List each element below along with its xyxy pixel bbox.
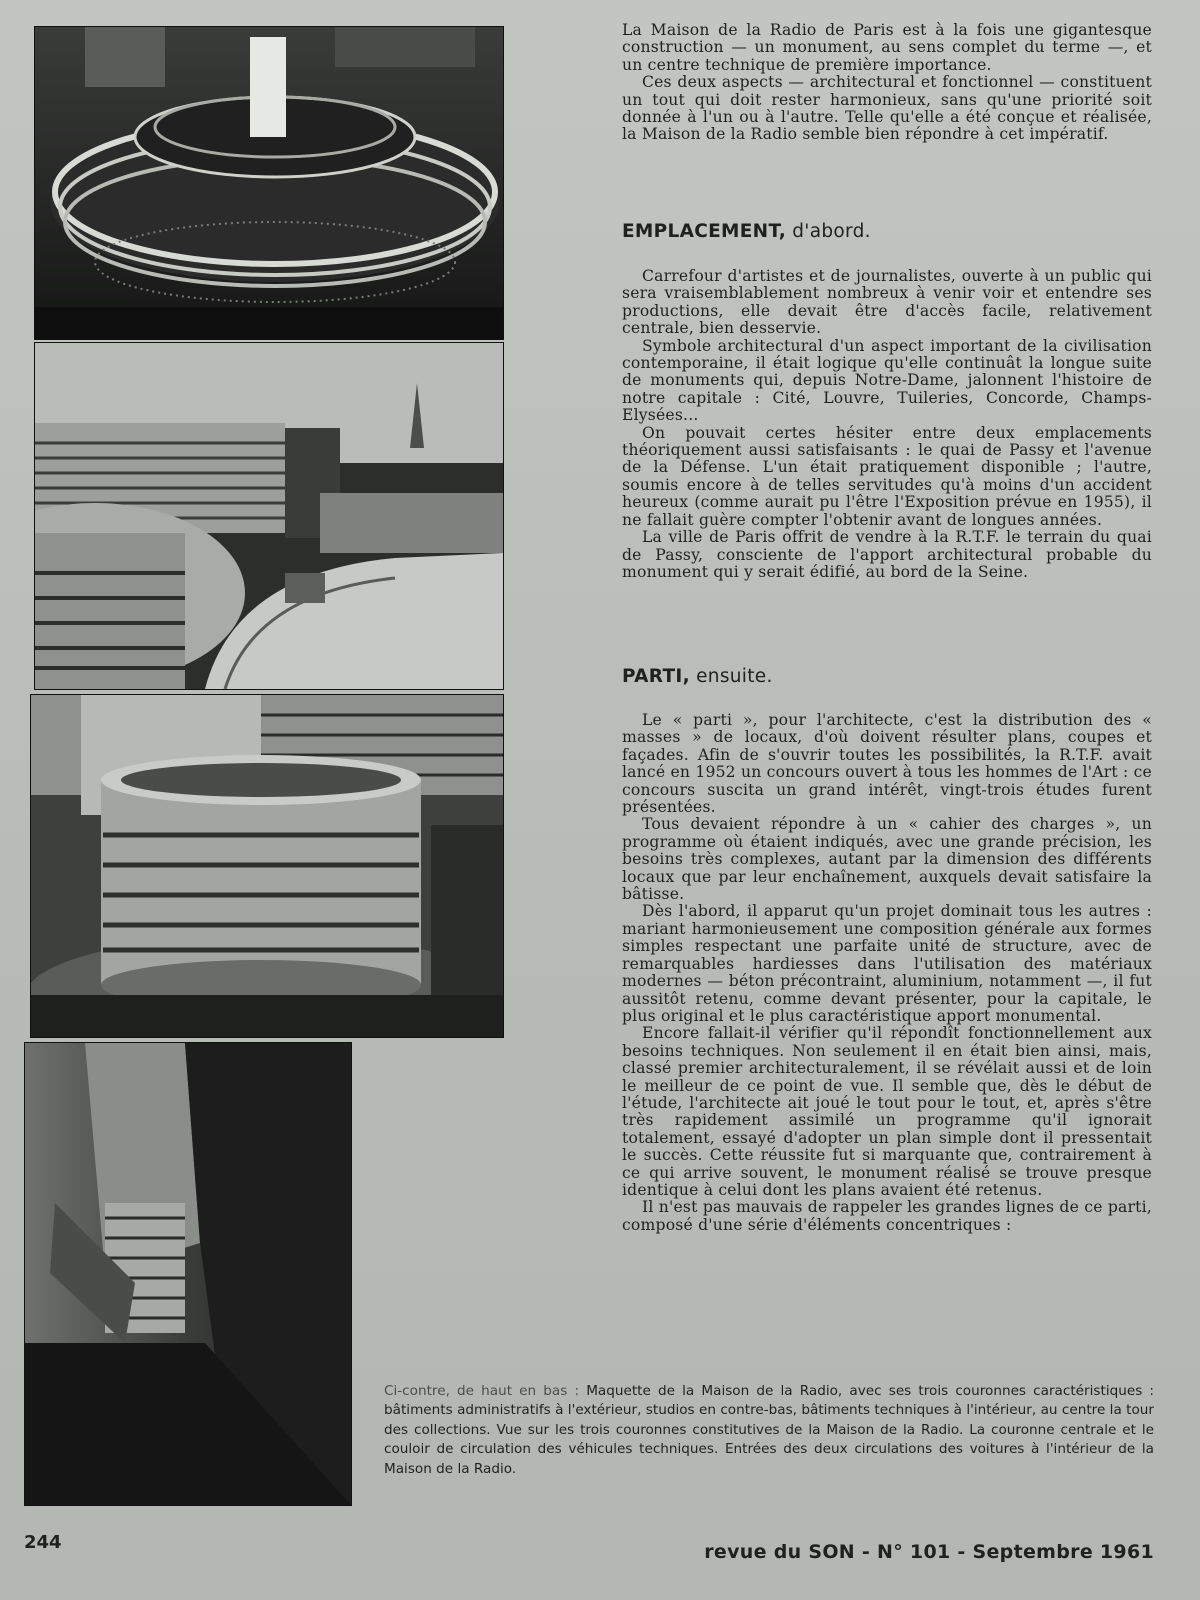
section-heading-emplacement — [622, 221, 871, 242]
section-parti-body — [622, 712, 1152, 1234]
heading-bold: EMPLACEMENT, — [622, 221, 787, 242]
section-heading-parti — [622, 666, 773, 687]
photo-central-crown-image — [31, 695, 503, 1037]
body-paragraph: Il n'est pas mauvais de rappeler les grandes lignes de ce parti, composé d'une série d'éléments concentriques : — [622, 1198, 1152, 1234]
body-paragraph: Tous devaient répondre à un « cahier des charges », un programme où étaient indiqués, avec une grande précision, les besoins très complexes, autant par la dimension des différents locaux que par leur enchaînement, auxquels devait satisfaire la bâtisse. — [622, 815, 1152, 904]
body-paragraph: Encore fallait-il vérifier qu'il répondît fonctionnellement aux besoins techniques. Non seulement il en était bien ainsi, mais, classé premier architecturalement, il se révélait aussi et de loin le meilleur de ce point de vue. Il semble que, dès le début de l'étude, l'architecte ait joué le tout pour le tout, et, après s'être très rapidement assimilé un programme qu'il ignorait totalement, essayé d'adopter un plan simple dont il pressentait le succès. Cette réussite fut si marquante que, contrairement à ce qui arrive souvent, le monument réalisé se trouve presque identique à celui dont les plans avaient été retenus. — [622, 1024, 1152, 1199]
body-paragraph: La ville de Paris offrit de vendre à la R.T.F. le terrain du quai de Passy, consciente de l'apport architectural probable du monument qui y serait édifié, au bord de la Seine. — [622, 528, 1152, 581]
intro-paragraph: Ces deux aspects — architectural et fonctionnel — constituent un tout qui doit rester harmonieux, sans qu'une priorité soit donnée à l'un ou à l'autre. Telle qu'elle a été conçue et réalisée, la Maison de la Radio semble bien répondre à cet impératif. — [622, 73, 1152, 144]
body-paragraph: Carrefour d'artistes et de journalistes, ouverte à un public qui sera vraisemblablement nombreux à venir voir et entendre ses productions, elle devait être d'accès facile, relativement centrale, bien desservie. — [622, 267, 1152, 338]
caption-text: Maquette de la Maison de la Radio, avec ses trois couronnes caractéristiques : bâtiments administratifs à l'extérieur, studios en contre-bas, bâtiments techniques à l'intérieur, au centre la tour des collections. Vue sur les trois couronnes constitutives de la Maison de la Radio. La couronne centrale et le couloir de circulation des véhicules techniques. Entrées des deux circulations des voitures à l'intérieur de la Maison de la Radio. — [384, 1383, 1155, 1477]
photo-three-crowns — [34, 342, 504, 690]
heading-tail: ensuite. — [689, 666, 773, 687]
heading-tail: d'abord. — [786, 221, 871, 242]
body-paragraph: Dès l'abord, il apparut qu'un projet dominait tous les autres : mariant harmonieusement une composition générale aux formes simples respectant une parfaite unité de structure, avec de remarquables hardiesses dans l'utilisation des matériaux modernes — béton précontraint, aluminium, notamment —, il fut aussitôt retenu, comme devant présenter, pour la capitale, le plus original et le plus caractéristique apport monumental. — [622, 902, 1152, 1025]
publication-footer: revue du SON - N° 101 - Septembre 1961 — [704, 1541, 1154, 1563]
body-paragraph: Symbole architectural d'un aspect important de la civilisation contemporaine, il était logique qu'elle continuât la longue suite de monuments qui, depuis Notre-Dame, jalonnent l'histoire de notre capitale : Cité, Louvre, Tuileries, Concorde, Champs-Elysées... — [622, 336, 1152, 425]
photo-model-overview — [34, 26, 504, 340]
body-paragraph: On pouvait certes hésiter entre deux emplacements théoriquement aussi satisfaisants : le quai de Passy et l'avenue de la Défense. L'un était pratiquement disponible ; l'autre, soumis encore à de telles servitudes qu'à moins d'un accident heureux (comme aurait pu l'être l'Exposition prévue en 1955), il ne fallait guère compter l'obtenir avant de longues années. — [622, 423, 1152, 529]
photo-central-crown — [30, 694, 504, 1038]
photo-vehicle-entrances — [24, 1042, 352, 1506]
intro-paragraph: La Maison de la Radio de Paris est à la fois une gigantesque construction — un monument, au sens complet du terme —, et un centre technique de première importance. — [622, 21, 1152, 74]
caption-lead: Ci-contre, de haut en bas : — [384, 1383, 587, 1399]
photo-model-overview-image — [35, 27, 503, 339]
page-number: 244 — [24, 1532, 62, 1553]
section-emplacement-body — [622, 268, 1152, 581]
body-paragraph: Le « parti », pour l'architecte, c'est la distribution des « masses » de locaux, d'où doivent résulter plans, coupes et façades. Afin de s'ouvrir toutes les possibilités, la R.T.F. avait lancé en 1952 un concours ouvert à tous les hommes de l'Art : ce concours suscita un grand intérêt, vingt-trois études furent présentées. — [622, 711, 1152, 817]
photo-three-crowns-image — [35, 343, 503, 689]
heading-bold: PARTI, — [622, 666, 690, 687]
intro-text — [622, 22, 1152, 144]
photo-caption — [384, 1382, 1154, 1479]
photo-vehicle-entrances-image — [25, 1043, 351, 1505]
